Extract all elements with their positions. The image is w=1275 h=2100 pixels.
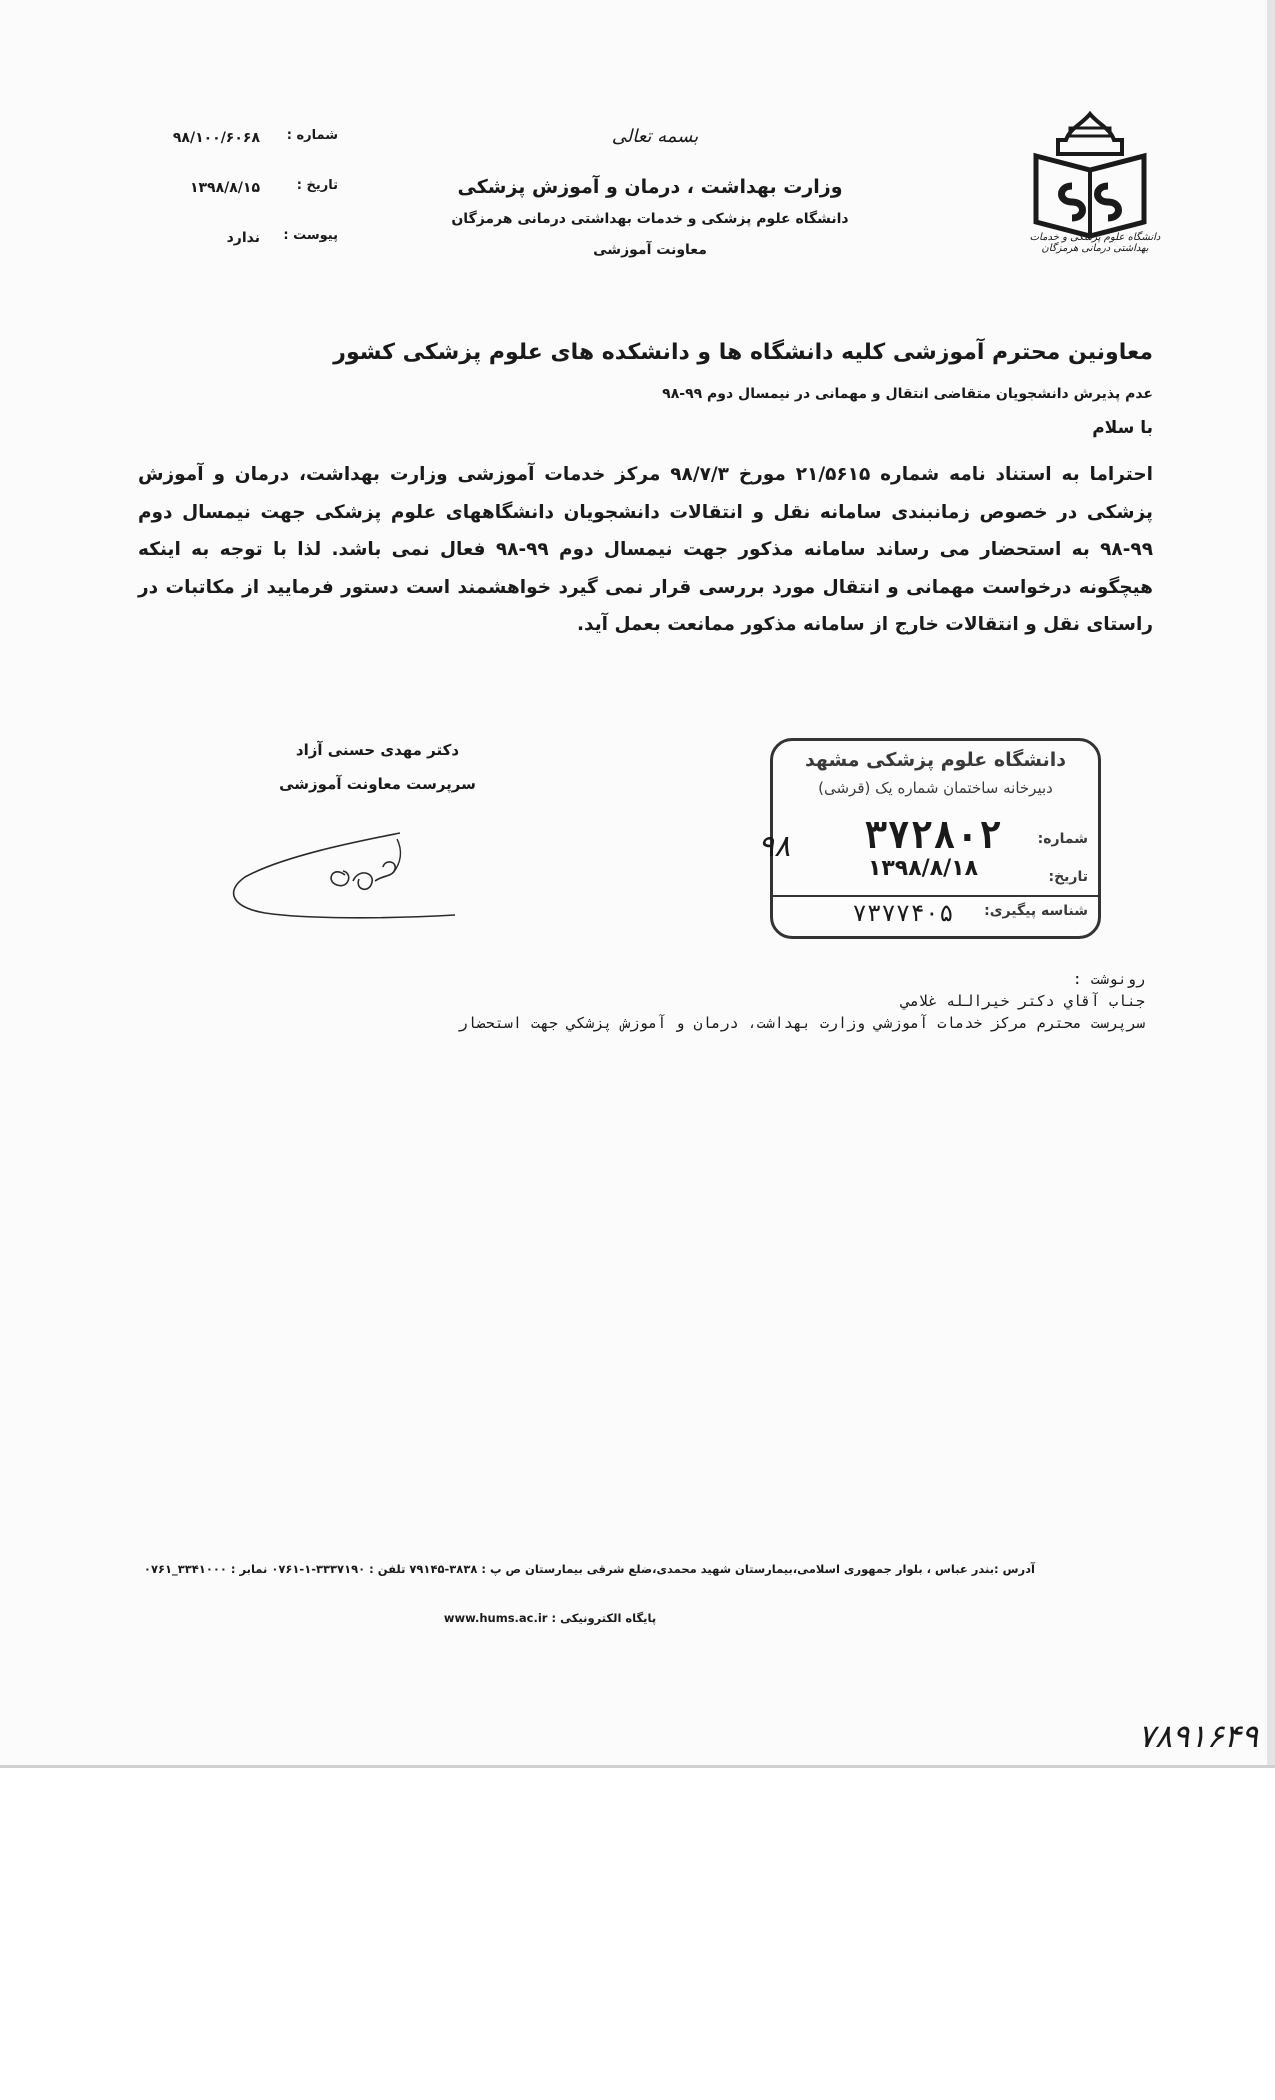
- logo-caption: دانشگاه علوم پزشکی و خدمات بهداشتی درمانی هرمزگان: [1029, 232, 1161, 254]
- copies-line-1: جناب آقاي دكتر خيرالله غلامي: [901, 992, 1145, 1010]
- number-label: شماره :: [286, 128, 338, 143]
- website-label: پایگاه الکترونیکی :: [551, 1611, 657, 1625]
- stamp-number-label: شماره:: [1037, 831, 1088, 847]
- signer-name: دکتر مهدی حسنی آزاد: [295, 741, 460, 759]
- stamp-handwritten-note: ۹۸: [758, 829, 791, 864]
- attachment-label: پیوست :: [283, 228, 338, 243]
- archive-number: ۷۸۹۱۶۴۹: [1137, 1717, 1259, 1755]
- subject-line: عدم پذیرش دانشجویان متقاضی انتقال و مهمانی در نیمسال دوم ۹۹-۹۸: [662, 386, 1153, 402]
- date-value: ۱۳۹۸/۸/۱۵: [189, 180, 260, 196]
- university-logo: [1028, 110, 1153, 252]
- besmele-heading: بسمه تعالی: [611, 126, 699, 147]
- stamp-university: دانشگاه علوم پزشکی مشهد: [804, 749, 1067, 771]
- footer-website-row: [420, 1611, 680, 1625]
- greeting: با سلام: [1092, 418, 1153, 438]
- stamp-date: ۱۳۹۸/۸/۱۸: [867, 856, 979, 881]
- stamp-number: ۳۷۲۸۰۲: [864, 813, 1002, 857]
- stamp-office: دبیرخانه ساختمان شماره یک (قرشی): [818, 779, 1053, 797]
- footer-address: آدرس :بندر عباس ، بلوار جمهوری اسلامی،بیمارستان شهید محمدی،ضلع شرقی بیمارستان ص پ : ۳۸۳۸-۷۹۱۴۵ تلفن : ۳۳۳۷۱۹۰-۱-۰۷۶۱ نمابر : ۳۳۴۱۰۰۰_۰۷۶۱: [143, 1562, 1035, 1576]
- recipient-heading: معاونین محترم آموزشی کلیه دانشگاه ها و دانشکده های علوم پزشکی کشور: [333, 340, 1153, 365]
- stamp-tracking: ۷۳۷۷۴۰۵: [852, 899, 954, 927]
- copies-label: رونوشت :: [1072, 970, 1145, 988]
- signer-title: سرپرست معاونت آموزشی: [279, 775, 476, 793]
- date-label: تاریخ :: [296, 178, 338, 193]
- stamp-date-label: تاریخ:: [1048, 869, 1088, 885]
- page-edge: [1267, 0, 1275, 1765]
- website-link[interactable]: www.hums.ac.ir: [443, 1611, 548, 1625]
- number-value: ۹۸/۱۰۰/۶۰۶۸: [172, 130, 260, 146]
- stamp-divider: [773, 895, 1098, 897]
- stamp-tracking-label: شناسه پیگیری:: [984, 903, 1088, 919]
- deputy-title: معاونت آموزشی: [593, 242, 707, 258]
- attachment-value: ندارد: [226, 230, 260, 246]
- ministry-title: وزارت بهداشت ، درمان و آموزش پزشکی: [457, 176, 843, 198]
- registry-stamp: [758, 738, 1101, 939]
- handwritten-signature: [225, 815, 465, 935]
- letter-body: احتراما به استناد نامه شماره ۲۱/۵۶۱۵ مورخ ۹۸/۷/۳ مرکز خدمات آموزشی وزارت بهداشت، درمان و آموزش پزشکی در خصوص زمانبندی سامانه نقل و انتقالات دانشجویان دانشگاههای علوم پزشکی جهت نیمسال دوم ۹۹-۹۸ به استحضار می رساند سامانه مذکور جهت نیمسال دوم ۹۹-۹۸ فعال نمی باشد. لذا با توجه به اینکه هیچگونه درخواست مهمانی و انتقال مورد بررسی قرار نمی گیرد خواهشمند است دستور فرمایید از مکاتبات در راستای نقل و انتقالات خارج از سامانه مذکور ممانعت بعمل آید.: [138, 464, 1153, 635]
- page-bottom-edge: [0, 1765, 1275, 1768]
- copies-line-2: سرپرست محترم مركز خدمات آموزشي وزارت بهداشت، درمان و آموزش پزشكي جهت استحضار: [458, 1014, 1145, 1032]
- university-title: دانشگاه علوم پزشکی و خدمات بهداشتی درمانی هرمزگان: [451, 211, 849, 227]
